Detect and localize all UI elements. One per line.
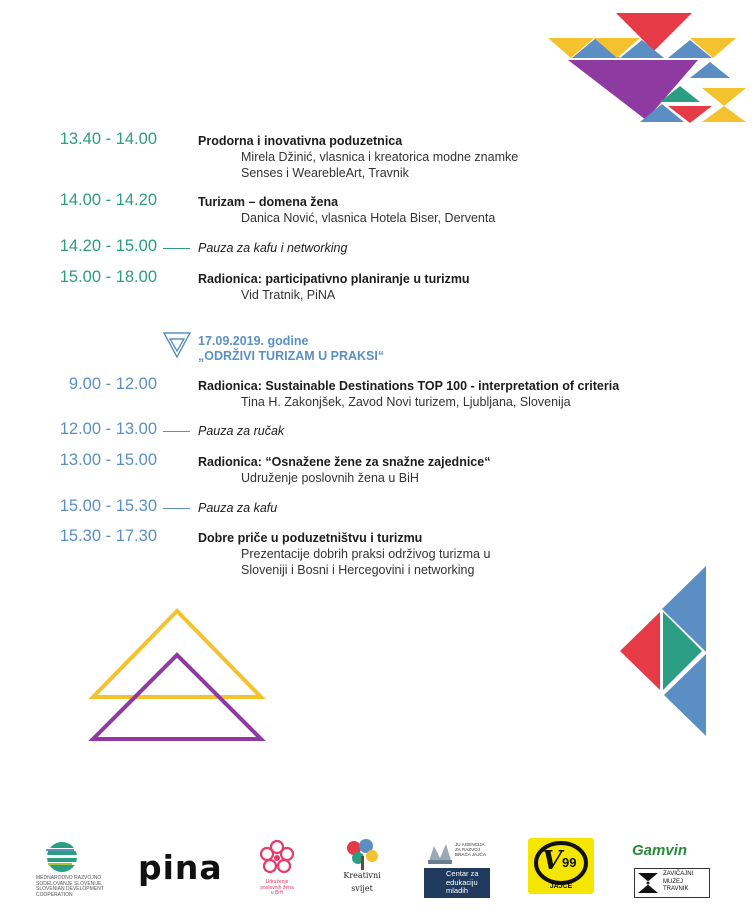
logo-text: 99 [562,855,577,870]
logo-text: ZAVIČAJNI [663,871,694,877]
logo-udruzenje [252,838,302,900]
divider-dash [163,508,190,509]
session-detail: Senses i WearebleArt, Travnik [241,166,409,180]
logo-text: MEDNARODNO RAZVOJNO [36,875,102,881]
break-title: Pauza za kafu i networking [198,241,348,255]
logo-text: edukaciju [446,877,478,887]
logo-agencija [424,838,490,898]
session-title: Radionica: “Osnažene žene za snažne zajednice“ [198,455,491,469]
logo-mrss [36,838,116,898]
logo-text: Centar za [446,869,479,878]
time-slot: 14.20 - 15.00 [59,237,157,255]
logo-text: poslovnih žena [260,884,294,891]
day-marker-icon [162,331,192,359]
break-title: Pauza za kafu [198,501,278,515]
time-slot: 13.40 - 14.00 [59,130,157,148]
logo-text: JU AGENCIJA [455,842,485,847]
divider-dash [163,248,190,249]
logo-text: BRAĆA JAJCA [455,852,486,857]
decorative-outline-triangles [85,605,270,745]
time-slot: 13.00 - 15.00 [59,451,157,469]
time-slot: 14.00 - 14.20 [59,191,157,209]
logo-text: Udruženje [265,879,289,885]
session-detail: Tina H. Zakonjšek, Zavod Novi turizem, Ljubljana, Slovenija [241,395,571,409]
session-detail: Vid Tratnik, PiNA [241,288,336,302]
tree-icon [344,838,380,870]
globe-icon [42,840,82,874]
logo-text: u BiH [270,890,284,896]
day2-date: 17.09.2019. godine [198,334,309,348]
day2-theme: „ODRŽIVI TURIZAM U PRAKSI“ [198,349,385,363]
divider-dash [163,431,190,432]
logo-text: SODELOVANJE SLOVENIJE [36,880,102,887]
session-detail: Mirela Džinić, vlasnica i kreatorica modne znamke [241,150,519,164]
time-slot: 9.00 - 12.00 [68,375,157,393]
session-detail: Sloveniji i Bosni i Hercegovini i networking [241,563,475,577]
logo-text: SLOVENIAN DEVELOPMENT [36,886,104,892]
time-slot: 12.00 - 13.00 [59,420,157,438]
session-detail: Udruženje poslovnih žena u BiH [241,471,419,485]
time-slot: 15.00 - 15.30 [59,497,157,515]
session-title: Prodorna i inovativna poduzetnica [198,134,403,148]
time-slot: 15.30 - 17.30 [59,527,157,545]
flower-icon [257,838,297,878]
logo-text: Gamvin [632,842,688,859]
session-title: Radionica: participativno planiranje u turizmu [198,272,470,286]
decorative-triangles-top [540,8,754,128]
logo-text: ZA RAZVOJ [455,847,481,852]
logo-text: COOPERATION [36,891,73,898]
break-title: Pauza za ručak [198,424,285,438]
logo-text: TRAVNIK [663,886,689,892]
museum-mark-icon [638,873,660,893]
time-slot: 15.00 - 18.00 [59,268,157,286]
logo-pina: pina [138,848,223,887]
session-title: Turizam – domena žena [198,195,339,209]
logo-text: JAJCE [549,883,573,890]
logo-v99-jajce [528,838,594,894]
logo-text: svijet [351,884,373,893]
session-detail: Prezentacije dobrih praksi održivog turizma u [241,547,491,561]
session-title: Dobre priče u poduzetništvu i turizmu [198,531,423,545]
decorative-triangles-right [616,562,708,738]
logo-text: Kreativni [343,871,381,880]
logo-text: mladih [446,886,469,895]
logo-text: V [542,846,563,876]
logo-kreativni-svijet [340,838,384,900]
logo-text: MUZEJ [663,878,683,885]
building-icon [426,840,454,866]
logo-gamvin-muzej [632,838,712,900]
session-title: Radionica: Sustainable Destinations TOP 100 - interpretation of criteria [198,379,620,393]
session-detail: Danica Nović, vlasnica Hotela Biser, Derventa [241,211,496,225]
